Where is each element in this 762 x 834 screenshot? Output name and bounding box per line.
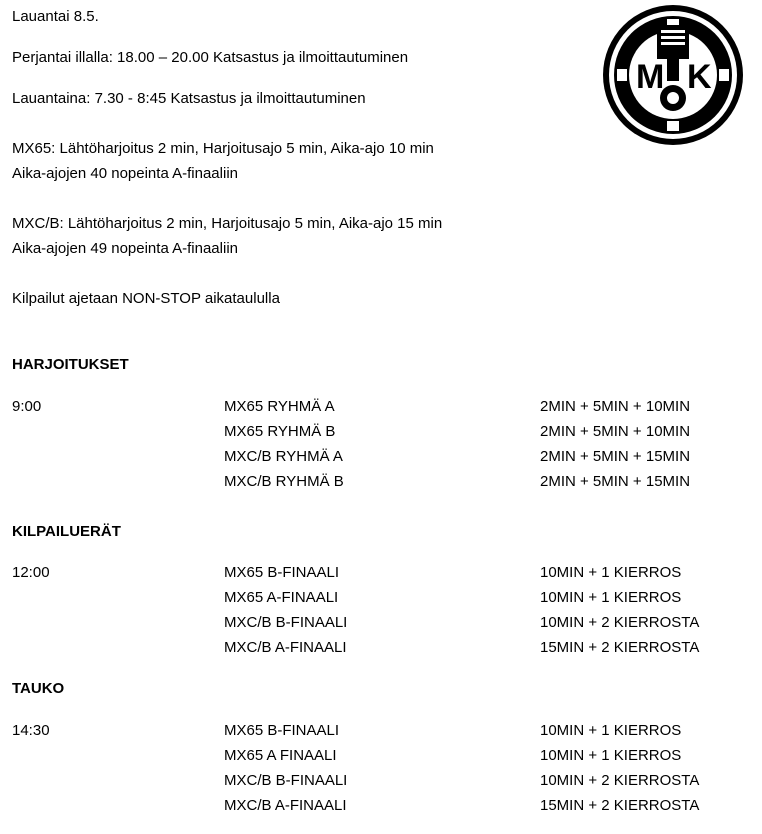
schedule-row-name: MX65 B-FINAALI [224,564,340,581]
schedule-row-duration: 15MIN + 2 KIERROSTA [540,639,700,656]
schedule-row-name: MXC/B B-FINAALI [224,772,348,789]
nonstop-line: Kilpailut ajetaan NON-STOP aikataululla [12,290,280,307]
mxcb-final-line: Aika-ajojen 49 nopeinta A-finaaliin [12,240,238,257]
section-time: 14:30 [12,722,50,739]
schedule-row-duration: 10MIN + 2 KIERROSTA [540,614,700,631]
schedule-row-name: MXC/B RYHMÄ B [224,473,344,490]
section-heading-harjoitukset: HARJOITUKSET [12,356,129,373]
schedule-row-name: MX65 B-FINAALI [224,722,340,739]
mx65-final-line: Aika-ajojen 40 nopeinta A-finaaliin [12,165,238,182]
friday-line: Perjantai illalla: 18.00 – 20.00 Katsastus ja ilmoittautuminen [12,49,409,66]
schedule-row-duration: 10MIN + 2 KIERROSTA [540,772,700,789]
section-time: 12:00 [12,564,50,581]
schedule-row-duration: 2MIN + 5MIN + 10MIN [540,423,691,440]
logo-letter-m: M [636,58,665,96]
mxcb-info-line: MXC/B: Lähtöharjoitus 2 min, Harjoitusajo 5 min, Aika-ajo 15 min [12,215,443,232]
schedule-row-name: MX65 A FINAALI [224,747,337,764]
schedule-row-name: MX65 A-FINAALI [224,589,339,606]
date-line: Lauantai 8.5. [12,8,99,25]
section-heading-kilpailuerat: KILPAILUERÄT [12,523,121,540]
saturday-line: Lauantaina: 7.30 - 8:45 Katsastus ja ilmoittautuminen [12,90,366,107]
schedule-row-duration: 2MIN + 5MIN + 15MIN [540,473,691,490]
mx65-info-line: MX65: Lähtöharjoitus 2 min, Harjoitusajo 5 min, Aika-ajo 10 min [12,140,434,157]
schedule-row-name: MX65 RYHMÄ B [224,423,336,440]
schedule-row-duration: 10MIN + 1 KIERROS [540,564,682,581]
schedule-row-duration: 2MIN + 5MIN + 15MIN [540,448,691,465]
section-heading-tauko: TAUKO [12,680,65,697]
section-time: 9:00 [12,398,42,415]
schedule-row-duration: 2MIN + 5MIN + 10MIN [540,398,691,415]
schedule-row-duration: 10MIN + 1 KIERROS [540,589,682,606]
schedule-row-name: MXC/B A-FINAALI [224,797,347,814]
schedule-row-duration: 10MIN + 1 KIERROS [540,722,682,739]
club-logo [601,3,745,147]
schedule-row-name: MXC/B RYHMÄ A [224,448,343,465]
schedule-row-duration: 10MIN + 1 KIERROS [540,747,682,764]
schedule-row-name: MX65 RYHMÄ A [224,398,335,415]
schedule-row-name: MXC/B A-FINAALI [224,639,347,656]
logo-letter-k: K [687,58,712,96]
schedule-row-name: MXC/B B-FINAALI [224,614,348,631]
schedule-row-duration: 15MIN + 2 KIERROSTA [540,797,700,814]
